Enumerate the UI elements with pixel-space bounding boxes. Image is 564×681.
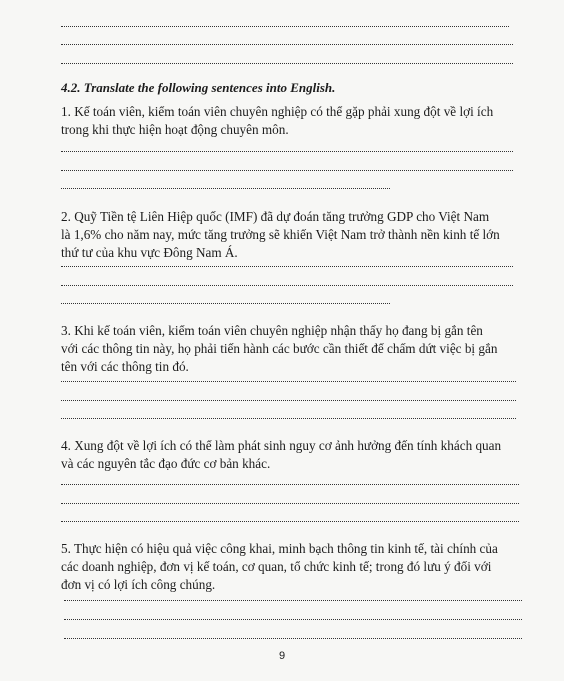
question-line: thứ tư của khu vực Đông Nam Á. [61, 245, 238, 260]
answer-line [64, 638, 522, 639]
question-line: 4. Xung đột về lợi ích có thể làm phát sinh nguy cơ ảnh hưởng đến tính khách quan [61, 438, 502, 453]
answer-line [61, 521, 519, 522]
question-line: 3. Khi kế toán viên, kiểm toán viên chuyên nghiệp nhận thấy họ đang bị gắn tên [61, 323, 483, 338]
question-2 [61, 208, 531, 262]
answer-line [61, 285, 513, 286]
question-line: tên với các thông tin đó. [61, 359, 189, 374]
question-line: đơn vị có lợi ích công chúng. [61, 577, 216, 592]
answer-line [61, 484, 519, 485]
answer-line [61, 400, 516, 401]
answer-line [61, 151, 513, 152]
question-line: 2. Quỹ Tiền tệ Liên Hiệp quốc (IMF) đã dự đoán tăng trưởng GDP cho Việt Nam [61, 209, 490, 224]
question-3 [61, 322, 531, 376]
answer-line [61, 418, 516, 419]
answer-line [61, 503, 519, 504]
question-1 [61, 103, 531, 139]
section-heading: 4.2. Translate the following sentences into English. [61, 80, 336, 95]
answer-line [64, 619, 522, 620]
question-line: 5. Thực hiện có hiệu quả việc công khai, minh bạch thông tin kinh tế, tài chính của [61, 541, 498, 556]
answer-line [61, 170, 513, 171]
question-line: và các nguyên tắc đạo đức cơ bản khác. [61, 456, 271, 471]
question-line: các doanh nghiệp, đơn vị kế toán, cơ quan, tổ chức kinh tế; trong đó lưu ý đối với [61, 559, 492, 574]
question-line: trong khi thực hiện hoạt động chuyên môn. [61, 122, 289, 137]
answer-line [61, 26, 509, 27]
answer-line [61, 188, 390, 189]
answer-line [61, 266, 513, 267]
answer-line [61, 303, 390, 304]
page-number: 9 [278, 650, 286, 662]
question-line: là 1,6% cho năm nay, mức tăng trưởng sẽ khiến Việt Nam trở thành nền kinh tế lớn [61, 227, 500, 242]
question-5 [61, 540, 541, 594]
question-line: 1. Kế toán viên, kiểm toán viên chuyên nghiệp có thể gặp phải xung đột về lợi ích [61, 104, 494, 119]
question-line: với các thông tin này, họ phải tiến hành các bước cần thiết để chấm dứt việc bị gắn [61, 341, 498, 356]
answer-line [61, 381, 516, 382]
answer-line [64, 600, 522, 601]
answer-line [61, 44, 513, 45]
question-4 [61, 437, 531, 473]
answer-line [61, 63, 513, 64]
